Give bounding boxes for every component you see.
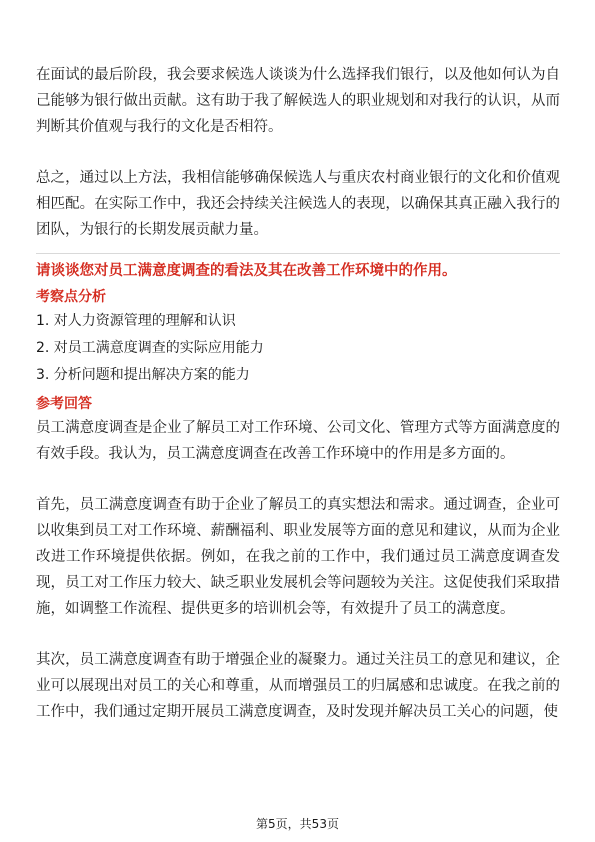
- answer-paragraph-first: 首先，员工满意度调查有助于企业了解员工的真实想法和需求。通过调查，企业可以收集到员工对工作环境、薪酬福利、职业发展等方面的意见和建议，从而为企业改进工作环境提供依据。例如，在我之前的工作中，我们通过员工满意度调查发现，员工对工作压力较大、缺乏职业发展机会等问题较为关注。这促使我们采取措施，如调整工作流程、提供更多的培训机会等，有效提升了员工的满意度。: [36, 497, 560, 617]
- page-content: [36, 62, 560, 725]
- analysis-list: [36, 308, 560, 389]
- answer-paragraph-intro: 员工满意度调查是企业了解员工对工作环境、公司文化、管理方式等方面满意度的有效手段。我认为，员工满意度调查在改善工作环境中的作用是多方面的。: [36, 420, 560, 462]
- paragraph-interview-final-stage: 在面试的最后阶段，我会要求候选人谈谈为什么选择我们银行，以及他如何认为自己能够为银行做出贡献。这有助于我了解候选人的职业规划和对我行的认识，从而判断其价值观与我行的文化是否相符。: [36, 67, 560, 135]
- analysis-item: 2. 对员工满意度调查的实际应用能力: [36, 340, 264, 356]
- analysis-item: 1. 对人力资源管理的理解和认识: [36, 313, 236, 329]
- paragraph-summary: 总之，通过以上方法，我相信能够确保候选人与重庆农村商业银行的文化和价值观相匹配。在实际工作中，我还会持续关注候选人的表现，以确保其真正融入我行的团队，为银行的长期发展贡献力量。: [36, 170, 560, 238]
- section-divider: [36, 253, 560, 254]
- analysis-item: 3. 分析问题和提出解决方案的能力: [36, 367, 250, 383]
- answer-paragraph-second: 其次，员工满意度调查有助于增强企业的凝聚力。通过关注员工的意见和建议，企业可以展现出对员工的关心和尊重，从而增强员工的归属感和忠诚度。在我之前的工作中，我们通过定期开展员工满意度调查，及时发现并解决员工关心的问题，使: [36, 652, 560, 720]
- question-heading: 请谈谈您对员工满意度调查的看法及其在改善工作环境中的作用。: [36, 263, 457, 279]
- analysis-title: 考察点分析: [36, 289, 106, 305]
- page-number: 第5页，共53页: [256, 817, 339, 831]
- answer-title: 参考回答: [36, 396, 92, 412]
